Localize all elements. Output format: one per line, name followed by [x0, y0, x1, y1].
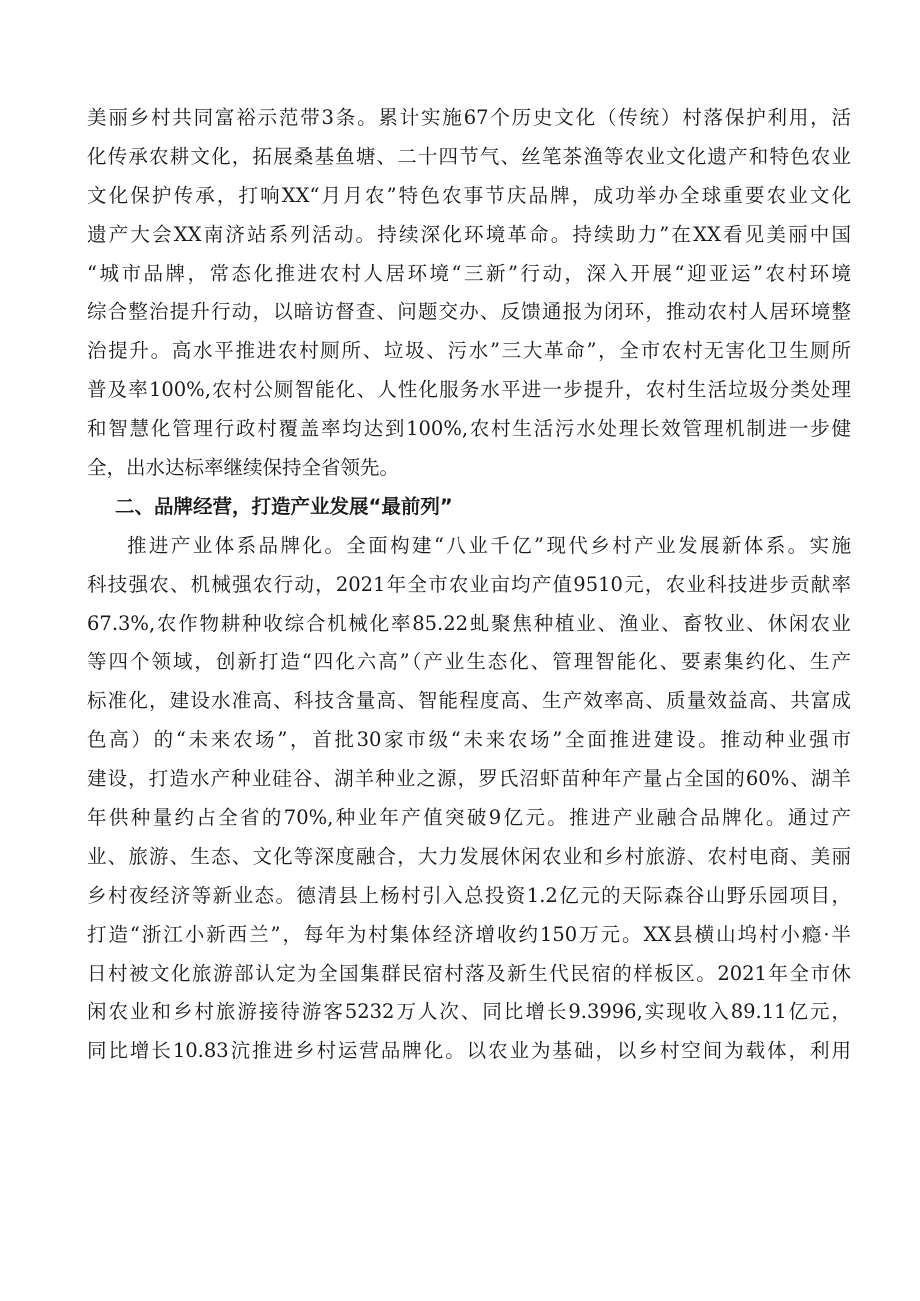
paragraph-line: 色高）的“未来农场”，首批30家市级“未来农场”全面推进建设。推动种业强市 — [87, 728, 851, 752]
paragraph-line: 文化保护传承，打响XX“月月农”特色农事节庆品牌，成功举办全球重要农业文化 — [87, 183, 851, 207]
paragraph-line: 推进产业体系品牌化。全面构建“八业千亿”现代乡村产业发展新体系。实施 — [127, 533, 851, 557]
paragraph-line: 日村被文化旅游部认定为全国集群民宿村落及新生代民宿的样板区。2021年全市休 — [87, 961, 851, 985]
paragraph-line: 闲农业和乡村旅游接待游客5232万人次、同比增长9.3996,实现收入89.11亿元， — [87, 1000, 851, 1024]
paragraph-line: 标准化，建设水准高、科技含量高、智能程度高、生产效率高、质量效益高、共富成 — [87, 689, 851, 713]
paragraph-line: 打造“浙江小新西兰”，每年为村集体经济增收约150万元。XX县横山坞村小瘾·半 — [87, 922, 851, 946]
document-body — [87, 99, 851, 1071]
paragraph-line: 建设，打造水产种业硅谷、湖羊种业之源，罗氏沼虾苗种年产量占全国的60%、湖羊 — [87, 767, 851, 791]
section-heading: 二、品牌经营，打造产业发展“最前列” — [115, 494, 453, 518]
paragraph-line: 治提升。高水平推进农村厕所、垃圾、污水”三大革命”，全市农村无害化卫生厕所 — [87, 339, 851, 363]
paragraph-line: 全，出水达标率继续保持全省领先。 — [87, 456, 400, 480]
paragraph-line: 化传承农耕文化，拓展桑基鱼塘、二十四节气、丝笔茶渔等农业文化遗产和特色农业 — [87, 144, 851, 168]
paragraph-line: 美丽乡村共同富裕示范带3条。累计实施67个历史文化（传统）村落保护利用，活 — [87, 106, 851, 129]
paragraph-line: 普及率100%,农村公厕智能化、人性化服务水平进一步提升，农村生活垃圾分类处理 — [87, 378, 851, 402]
paragraph-line: 综合整治提升行动，以暗访督查、问题交办、反馈通报为闭环，推动农村人居环境整 — [87, 300, 851, 324]
paragraph-line: “城市品牌，常态化推进农村人居环境“三新”行动，深入开展“迎亚运”农村环境 — [87, 261, 851, 285]
paragraph-line: 等四个领域，创新打造“四化六高”（产业生态化、管理智能化、要素集约化、生产 — [87, 650, 851, 674]
paragraph-line: 业、旅游、生态、文化等深度融合，大力发展休闲农业和乡村旅游、农村电商、美丽 — [87, 844, 851, 868]
paragraph-line: 乡村夜经济等新业态。德清县上杨村引入总投资1.2亿元的天际森谷山野乐园项目， — [87, 883, 851, 907]
paragraph-line: 科技强农、机械强农行动，2021年全市农业亩均产值9510元，农业科技进步贡献率 — [87, 572, 851, 596]
paragraph-line: 同比增长10.83沆推进乡村运营品牌化。以农业为基础，以乡村空间为载体，利用 — [87, 1039, 851, 1063]
paragraph-line: 和智慧化管理行政村覆盖率均达到100%,农村生活污水处理长效管理机制进一步健 — [87, 417, 851, 441]
paragraph-line: 67.3%,农作物耕种收综合机械化率85.22虬聚焦种植业、渔业、畜牧业、休闲农业 — [87, 611, 851, 635]
paragraph-line: 遗产大会XX南济站系列活动。持续深化环境革命。持续助力”在XX看见美丽中国 — [87, 222, 851, 246]
paragraph-line: 年供种量约占全省的70%,种业年产值突破9亿元。推进产业融合品牌化。通过产 — [87, 806, 851, 830]
